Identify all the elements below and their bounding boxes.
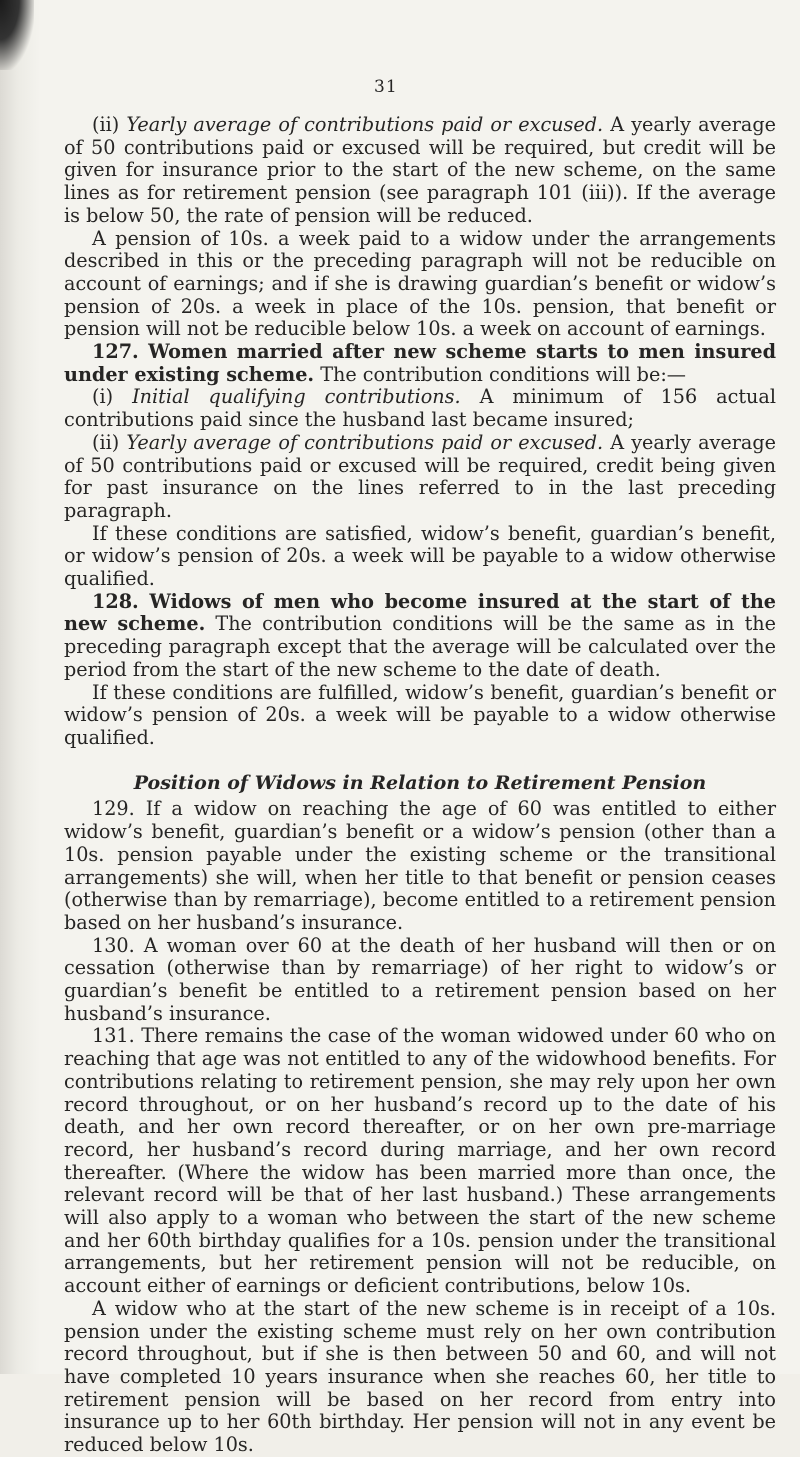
page-corner-shadow <box>0 0 34 70</box>
paragraph: (i) Initial qualifying contributions. A minimum of 156 actual contributions paid since the husband last became insured; <box>64 385 776 432</box>
paragraph: If these conditions are satisfied, widow’s benefit, guardian’s benefit, or widow’s pension of 20s. a week will be payable to a widow otherwise qualified. <box>64 521 776 591</box>
paragraph-heading: 127. Women married after new scheme starts to men insured under existing scheme. <box>64 340 776 386</box>
paragraph: (ii) Yearly average of contributions paid or excused. A yearly average of 50 contributions paid or excused will be required, credit being given for past insurance on the lines referred to in the last preceding paragraph. <box>64 430 776 522</box>
paragraph: If these conditions are fulfilled, widow’s benefit, guardian’s benefit or widow’s pension of 20s. a week will be payable to a widow otherwise qualified. <box>64 680 776 749</box>
page-number: 31 <box>374 77 398 97</box>
paragraph: (ii) Yearly average of contributions paid or excused. A yearly average of 50 contributions paid or excused will be required, but credit will be given for insurance prior to the start of the new scheme, on the same lines as for retirement pension (see paragraph 101 (iii)). If the average is below 50, the rate of pension will be reduced. <box>64 113 776 227</box>
paragraph: A pension of 10s. a week paid to a widow under the arrangements described in this or the preceding paragraph will not be reducible on account of earnings; and if she is drawing guardian’s benefit or widow’s pension of 20s. a week in place of the 10s. pension, that benefit or pension will not be reducible below 10s. a week on account of earnings. <box>64 226 776 341</box>
paragraph: 130. A woman over 60 at the death of her husband will then or on cessation (otherwise than by remarriage) of her right to widow’s or guardian’s benefit be entitled to a retirement pension based on her husband’s insurance. <box>64 933 776 1025</box>
paragraph: 127. Women married after new scheme starts to men insured under existing scheme. The contribution conditions will be:— <box>64 340 776 386</box>
body-text <box>64 114 776 1457</box>
paragraph: 129. If a widow on reaching the age of 60 was entitled to either widow’s benefit, guardian’s benefit or a widow’s pension (other than a 10s. pension payable under the existing scheme or the transitional arrangements) she will, when her title to that benefit or pension ceases (otherwise than by remarriage), become entitled to a retirement pension based on her husband’s insurance. <box>64 797 776 934</box>
paragraph: 128. Widows of men who become insured at the start of the new scheme. The contribution conditions will be the same as in the preceding paragraph except that the average will be calculated over the period from the start of the new scheme to the date of death. <box>64 589 776 681</box>
section-title: Position of Widows in Relation to Retirement Pension <box>133 771 707 794</box>
paragraph: 131. There remains the case of the woman widowed under 60 who on reaching that age was not entitled to any of the widowhood benefits. For contributions relating to retirement pension, she may rely upon her own record throughout, or on her husband’s record up to the date of his death, and her own record thereafter, or on her own pre-marriage record, her husband’s record during marriage, and her own record thereafter. (Where the widow has been married more than once, the relevant record will be that of her last husband.) These arrangements will also apply to a woman who between the start of the new scheme and her 60th birthday qualifies for a 10s. pension under the transitional arrangements, but her retirement pension will not be reducible, on account either of earnings or deficient contributions, below 10s. <box>64 1024 776 1298</box>
paragraph-heading: 128. Widows of men who become insured at the start of the new scheme. <box>64 589 776 636</box>
paragraph: A widow who at the start of the new scheme is in receipt of a 10s. pension under the existing scheme must rely on her own contribution record throughout, but if she is then between 50 and 60, and will not have completed 10 years insurance when she reaches 60, her title to retirement pension will be based on her record from entry into insurance up to her 60th birthday. Her pension will not in any event be reduced below 10s. <box>64 1296 776 1457</box>
